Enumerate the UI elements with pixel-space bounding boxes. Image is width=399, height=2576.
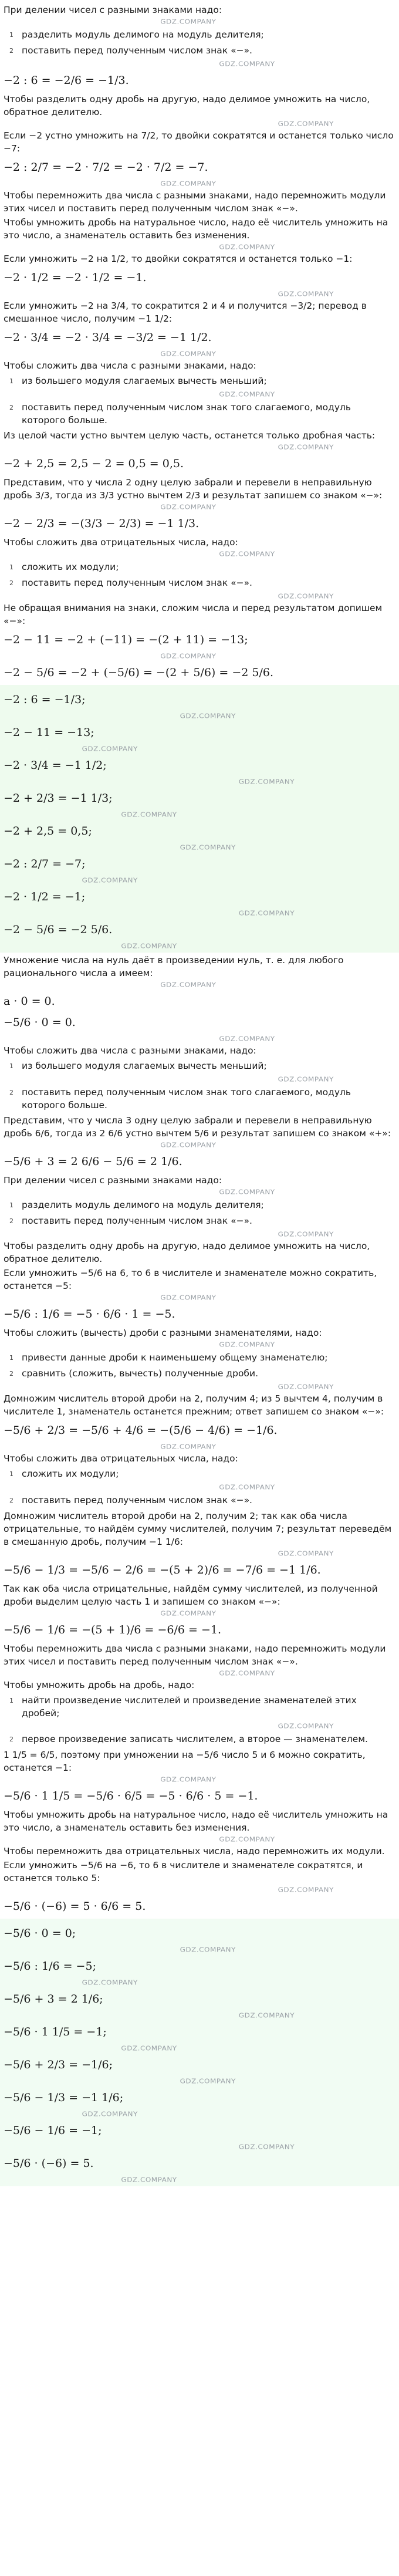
watermark: GDZ.COMPANY	[82, 2110, 138, 2118]
list-number: 2	[9, 47, 13, 55]
watermark-row	[4, 1341, 395, 1349]
paragraph: Умножение числа на нуль даёт в произведении нуль, т. е. для любого рационального числа a имеем:	[4, 955, 344, 978]
formula: −2 · 3/4 = −2 · 3/4 = −3/2 = −1 1/2.	[4, 331, 212, 344]
formula: −5/6 : 1/6 = −5 · 6/6 · 1 = −5.	[4, 1308, 175, 1321]
watermark-row	[4, 350, 395, 358]
formula: −5/6 · (−6) = 5 · 6/6 = 5.	[4, 1900, 146, 1913]
watermark: GDZ.COMPANY	[160, 981, 217, 989]
watermark-row	[4, 592, 395, 600]
list-item	[9, 1198, 395, 1212]
list-number: 2	[9, 404, 13, 411]
answer-line: −5/6 + 3 = 2 1/6;	[4, 1993, 103, 2006]
list-text: сравнить (сложить, вычесть) полученные дроби.	[22, 1368, 258, 1379]
watermark-row	[4, 1775, 395, 1784]
list-number: 1	[9, 1062, 13, 1070]
formula: −2 : 6 = −2/6 = −1/3.	[4, 74, 129, 87]
list-number: 2	[9, 1736, 13, 1743]
list-number: 1	[9, 1470, 13, 1478]
formula: −5/6 − 1/3 = −5/6 − 2/6 = −(5 + 2)/6 = −7/6 = −1 1/6.	[4, 1564, 321, 1576]
paragraph: Домножим числитель второй дроби на 2, получим 4; из 5 вычтем 4, получим в числителе 1, знаменатель останется прежним; ответ запишем со знаком «−»:	[4, 1393, 384, 1417]
answer-line: −5/6 · 1 1/5 = −1;	[4, 2025, 107, 2038]
watermark: GDZ.COMPANY	[121, 2176, 177, 2184]
list-number: 1	[9, 1201, 13, 1209]
watermark: GDZ.COMPANY	[121, 942, 177, 950]
list-item	[9, 1214, 395, 1228]
watermark: GDZ.COMPANY	[219, 1188, 275, 1196]
answer-line: −2 · 3/4 = −1 1/2;	[4, 759, 107, 772]
list-text: поставить перед полученным числом знак «−».	[22, 1495, 252, 1505]
list-item	[9, 44, 395, 58]
paragraph: Если умножить −5/6 на −6, то 6 в числителе и знаменателе сократятся, и останется только 5:	[4, 1860, 363, 1883]
watermark-row	[4, 60, 395, 68]
answer-line: −5/6 : 1/6 = −5;	[4, 1960, 96, 1973]
watermark-row	[4, 1886, 395, 1894]
watermark-row	[4, 1294, 395, 1302]
watermark: GDZ.COMPANY	[278, 1549, 334, 1558]
formula: −5/6 + 2/3 = −5/6 + 4/6 = −(5/6 − 4/6) = −1/6.	[4, 1424, 278, 1437]
watermark-row	[4, 503, 395, 511]
list-text: найти произведение числителей и произведение знаменателей этих дробей;	[22, 1695, 357, 1719]
watermark: GDZ.COMPANY	[278, 1886, 334, 1894]
watermark: GDZ.COMPANY	[160, 1141, 217, 1149]
list-item	[9, 1733, 395, 1746]
watermark-row	[4, 1609, 395, 1618]
paragraph: Если умножить −2 на 3/4, то сократится 2 и 4 и получится −3/2; перевод в смешанное число, получим −1 1/2:	[4, 301, 367, 324]
paragraph: При делении чисел с разными знаками надо:	[4, 5, 222, 15]
list-text: первое произведение записать числителем, а второе — знаменателем.	[22, 1734, 368, 1744]
watermark: GDZ.COMPANY	[219, 550, 275, 558]
watermark: GDZ.COMPANY	[219, 390, 275, 399]
paragraph: Чтобы разделить одну дробь на другую, надо делимое умножить на число, обратное делителю.	[4, 94, 370, 117]
watermark-row	[4, 1549, 395, 1558]
watermark: GDZ.COMPANY	[82, 876, 138, 884]
list-text: сложить их модули;	[22, 562, 119, 572]
list-text: из большего модуля слагаемых вычесть меньший;	[22, 1061, 267, 1071]
watermark-row	[4, 843, 395, 852]
paragraph: 1 1/5 = 6/5, поэтому при умножении на −5/6 число 5 и 6 можно сократить, останется −1:	[4, 1750, 366, 1773]
answer-line: −2 − 11 = −13;	[4, 726, 94, 739]
watermark: GDZ.COMPANY	[160, 18, 217, 26]
paragraph: Домножим числитель второй дроби на 2, получим 2; так как оба числа отрицательные, то найдём сумму числителей, получим 7; результат переведём в смешанную дробь, получим −1 1/6:	[4, 1511, 392, 1547]
paragraph: Чтобы разделить одну дробь на другую, надо делимое умножить на число, обратное делителю.	[4, 1241, 370, 1264]
watermark-row	[4, 2044, 395, 2052]
watermark-row	[4, 120, 395, 128]
watermark: GDZ.COMPANY	[278, 290, 334, 298]
watermark: GDZ.COMPANY	[219, 1835, 275, 1844]
list-text: из большего модуля слагаемых вычесть меньший;	[22, 376, 267, 386]
list-number: 2	[9, 1497, 13, 1504]
watermark: GDZ.COMPANY	[160, 180, 217, 188]
watermark-row	[4, 1483, 395, 1491]
formula: −5/6 · 0 = 0.	[4, 1016, 76, 1029]
watermark: GDZ.COMPANY	[160, 1443, 217, 1451]
paragraph: Чтобы сложить (вычесть) дроби с разными знаменателями, надо:	[4, 1328, 322, 1338]
paragraph: Чтобы перемножить два числа с разными знаками, надо перемножить модули этих чисел и поставить перед полученным числом знак «−».	[4, 190, 386, 214]
watermark: GDZ.COMPANY	[278, 120, 334, 128]
formula: −5/6 · 1 1/5 = −5/6 · 6/5 = −5 · 6/6 · 5 = −1.	[4, 1790, 258, 1802]
watermark-row	[4, 390, 395, 399]
watermark-row	[4, 2110, 395, 2118]
watermark-row	[4, 1230, 395, 1238]
answer-line: −5/6 − 1/3 = −1 1/6;	[4, 2091, 124, 2104]
watermark: GDZ.COMPANY	[278, 1230, 334, 1238]
answer-line: −2 · 1/2 = −1;	[4, 890, 86, 903]
watermark: GDZ.COMPANY	[219, 60, 275, 68]
watermark: GDZ.COMPANY	[278, 1383, 334, 1391]
watermark: GDZ.COMPANY	[219, 1669, 275, 1677]
list-text: поставить перед полученным числом знак «−».	[22, 578, 252, 588]
watermark: GDZ.COMPANY	[278, 443, 334, 451]
watermark: GDZ.COMPANY	[180, 712, 236, 720]
formula: −2 : 2/7 = −2 · 7/2 = −2 · 7/2 = −7.	[4, 161, 208, 174]
paragraph: Чтобы умножить дробь на натуральное число, надо её числитель умножить на это число, а знаменатель оставить без изменения.	[4, 1809, 388, 1833]
answer-line: −5/6 · (−6) = 5.	[4, 2157, 94, 2170]
answers-band-1	[0, 685, 399, 953]
watermark-row	[4, 1669, 395, 1677]
watermark-row	[4, 1722, 395, 1730]
watermark: GDZ.COMPANY	[238, 2143, 295, 2151]
list-item	[9, 28, 395, 42]
watermark: GDZ.COMPANY	[278, 1075, 334, 1083]
list-number: 2	[9, 1217, 13, 1225]
answer-line: −5/6 + 2/3 = −1/6;	[4, 2058, 113, 2071]
paragraph: Так как оба числа отрицательные, найдём сумму числителей, из полученной дроби выделим целую часть 1 и запишем со знаком «−»:	[4, 1584, 378, 1607]
paragraph: Чтобы умножить дробь на натуральное число, надо её числитель умножить на это число, а знаменатель оставить без изменения.	[4, 217, 388, 241]
list-text: разделить модуль делимого на модуль делителя;	[22, 29, 264, 40]
paragraph: Чтобы умножить дробь на дробь, надо:	[4, 1680, 195, 1690]
watermark-row	[4, 1443, 395, 1451]
watermark: GDZ.COMPANY	[160, 1609, 217, 1618]
paragraph: Представим, что у числа 3 одну целую забрали и перевели в неправильную дробь 6/6, тогда из 2 6/6 устно вычтем 5/6 и результат запишем со знаком «+»:	[4, 1115, 391, 1139]
formula: −5/6 − 1/6 = −(5 + 1)/6 = −6/6 = −1.	[4, 1623, 222, 1636]
watermark: GDZ.COMPANY	[278, 592, 334, 600]
watermark: GDZ.COMPANY	[121, 811, 177, 819]
answer-line: −5/6 · 0 = 0;	[4, 1927, 76, 1940]
paragraph: При делении чисел с разными знаками надо:	[4, 1175, 222, 1186]
list-text: сложить их модули;	[22, 1468, 119, 1479]
list-number: 2	[9, 579, 13, 587]
paragraph: Если умножить −2 на 1/2, то двойки сократятся и останется только −1:	[4, 254, 353, 264]
watermark-row	[4, 1946, 395, 1954]
watermark-row	[4, 1075, 395, 1083]
list-item	[9, 1467, 395, 1481]
formula: −2 · 1/2 = −2 · 1/2 = −1.	[4, 271, 147, 284]
formula: −5/6 + 3 = 2 6/6 − 5/6 = 2 1/6.	[4, 1155, 182, 1168]
formula: −2 − 5/6 = −2 + (−5/6) = −(2 + 5/6) = −2 5/6.	[4, 666, 273, 679]
watermark: GDZ.COMPANY	[219, 1483, 275, 1491]
watermark: GDZ.COMPANY	[238, 2011, 295, 2020]
answer-line: −2 − 5/6 = −2 5/6.	[4, 923, 113, 936]
list-item	[9, 1494, 395, 1507]
watermark: GDZ.COMPANY	[180, 843, 236, 852]
paragraph: Чтобы перемножить два отрицательных числа, надо перемножить их модули.	[4, 1846, 385, 1856]
watermark: GDZ.COMPANY	[180, 2077, 236, 2085]
watermark-row	[4, 811, 395, 819]
watermark: GDZ.COMPANY	[219, 1341, 275, 1349]
paragraph: Чтобы перемножить два числа с разными знаками, надо перемножить модули этих чисел и поставить перед полученным числом знак «−».	[4, 1643, 386, 1667]
watermark-row	[4, 778, 395, 786]
watermark-row	[4, 18, 395, 26]
list-number: 2	[9, 1370, 13, 1378]
watermark: GDZ.COMPANY	[160, 503, 217, 511]
answer-line: −2 + 2,5 = 0,5;	[4, 825, 92, 838]
paragraph: Если −2 устно умножить на 7/2, то двойки сократятся и останется только число −7:	[4, 130, 394, 154]
list-item	[9, 1086, 395, 1112]
watermark-row	[4, 712, 395, 720]
watermark-row	[4, 1035, 395, 1043]
list-text: поставить перед полученным числом знак «−».	[22, 45, 252, 56]
answer-line: −2 : 2/7 = −7;	[4, 857, 86, 870]
watermark-row	[4, 1383, 395, 1391]
list-number: 1	[9, 1697, 13, 1704]
formula: −2 + 2,5 = 2,5 − 2 = 0,5 = 0,5.	[4, 457, 184, 470]
watermark: GDZ.COMPANY	[160, 1775, 217, 1784]
watermark-row	[4, 942, 395, 950]
watermark: GDZ.COMPANY	[82, 745, 138, 753]
watermark-row	[4, 180, 395, 188]
solution-section-2	[4, 954, 395, 1915]
watermark: GDZ.COMPANY	[180, 1946, 236, 1954]
watermark-row	[4, 652, 395, 660]
list-item	[9, 1367, 395, 1380]
watermark-row	[4, 2143, 395, 2151]
list-item	[9, 374, 395, 388]
watermark-row	[4, 1141, 395, 1149]
paragraph: Чтобы сложить два отрицательных числа, надо:	[4, 537, 238, 548]
watermark-row	[4, 290, 395, 298]
formula: −2 − 11 = −2 + (−11) = −(2 + 11) = −13;	[4, 633, 248, 646]
list-text: привести данные дроби к наименьшему общему знаменателю;	[22, 1352, 328, 1363]
paragraph: Чтобы сложить два отрицательных числа, надо:	[4, 1453, 238, 1464]
watermark-row	[4, 2077, 395, 2085]
list-item	[9, 561, 395, 574]
watermark: GDZ.COMPANY	[160, 652, 217, 660]
watermark: GDZ.COMPANY	[121, 2044, 177, 2052]
list-item	[9, 576, 395, 590]
list-number: 1	[9, 377, 13, 385]
list-text: поставить перед полученным числом знак того слагаемого, модуль которого больше.	[22, 402, 351, 426]
watermark: GDZ.COMPANY	[238, 909, 295, 917]
watermark: GDZ.COMPANY	[219, 1035, 275, 1043]
answer-line: −2 + 2/3 = −1 1/3;	[4, 792, 113, 805]
formula: −2 − 2/3 = −(3/3 − 2/3) = −1 1/3.	[4, 517, 200, 530]
watermark-row	[4, 2011, 395, 2020]
list-number: 1	[9, 31, 13, 39]
list-text: поставить перед полученным числом знак того слагаемого, модуль которого больше.	[22, 1087, 351, 1110]
watermark-row	[4, 981, 395, 989]
paragraph: Из целой части устно вычтем целую часть, останется только дробная часть:	[4, 430, 376, 441]
list-text: разделить модуль делимого на модуль делителя;	[22, 1200, 264, 1210]
list-item	[9, 1694, 395, 1720]
watermark: GDZ.COMPANY	[82, 1979, 138, 1987]
watermark-row	[4, 909, 395, 917]
paragraph: Чтобы сложить два числа с разными знаками, надо:	[4, 1045, 256, 1056]
paragraph: Не обращая внимания на знаки, сложим числа и перед результатом допишем «−»:	[4, 603, 383, 626]
list-item	[9, 401, 395, 427]
watermark: GDZ.COMPANY	[219, 243, 275, 251]
watermark: GDZ.COMPANY	[160, 350, 217, 358]
formula: a · 0 = 0.	[4, 995, 55, 1008]
watermark: GDZ.COMPANY	[278, 1722, 334, 1730]
answer-line: −2 : 6 = −1/3;	[4, 693, 86, 706]
paragraph: Представим, что у числа 2 одну целую забрали и перевели в неправильную дробь 3/3, тогда из 3/3 устно вычтем 2/3 и результат запишем со знаком «−»:	[4, 477, 383, 501]
watermark-row	[4, 876, 395, 884]
watermark-row	[4, 550, 395, 558]
list-number: 1	[9, 563, 13, 571]
watermark-row	[4, 1835, 395, 1844]
list-number: 2	[9, 1089, 13, 1096]
watermark-row	[4, 2176, 395, 2184]
watermark-row	[4, 1188, 395, 1196]
list-number: 1	[9, 1354, 13, 1362]
answers-band-2	[0, 1919, 399, 2186]
watermark-row	[4, 1979, 395, 1987]
list-item	[9, 1059, 395, 1073]
list-item	[9, 1351, 395, 1365]
paragraph: Если умножить −5/6 на 6, то 6 в числителе и знаменателе можно сократить, останется −5:	[4, 1268, 377, 1291]
watermark: GDZ.COMPANY	[160, 1294, 217, 1302]
paragraph: Чтобы сложить два числа с разными знаками, надо:	[4, 360, 256, 371]
watermark-row	[4, 745, 395, 753]
solution-section-1	[4, 4, 395, 681]
watermark: GDZ.COMPANY	[238, 778, 295, 786]
watermark-row	[4, 243, 395, 251]
list-text: поставить перед полученным числом знак «−».	[22, 1216, 252, 1226]
answer-line: −5/6 − 1/6 = −1;	[4, 2124, 102, 2137]
watermark-row	[4, 443, 395, 451]
